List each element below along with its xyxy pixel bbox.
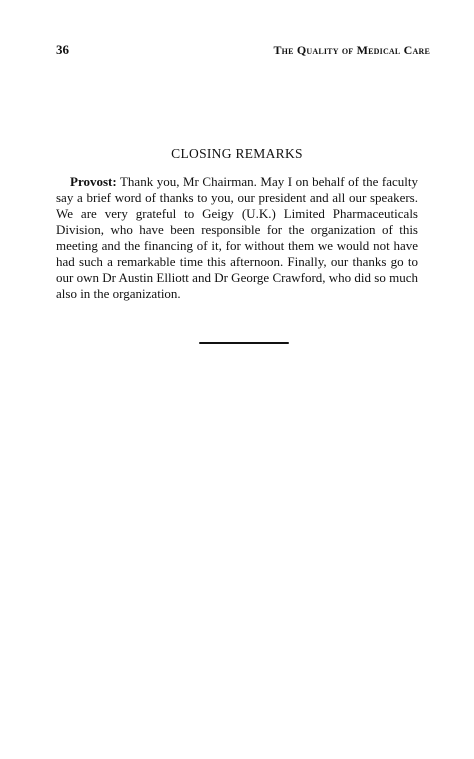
running-head: The Quality of Medical Care (273, 43, 430, 57)
paragraph-text: Thank you, Mr Chairman. May I on behalf of the faculty say a brief word of thanks to you, our president and all our speakers. We are very grateful to Geigy (U.K.) Limited Pharmaceuticals Division, who have been responsible for the organization of this meeting and the financing of it, for without them we would not have had such a remarkable time this afternoon. Finally, our thanks go to our own Dr Austin Elliott and Dr George Crawford, who did so much also in the organization. (56, 174, 418, 301)
end-rule (199, 342, 289, 344)
body-paragraph (56, 174, 418, 302)
speaker-label: Provost: (70, 174, 117, 189)
page-number: 36 (56, 42, 69, 57)
section-title: CLOSING REMARKS (171, 146, 303, 161)
